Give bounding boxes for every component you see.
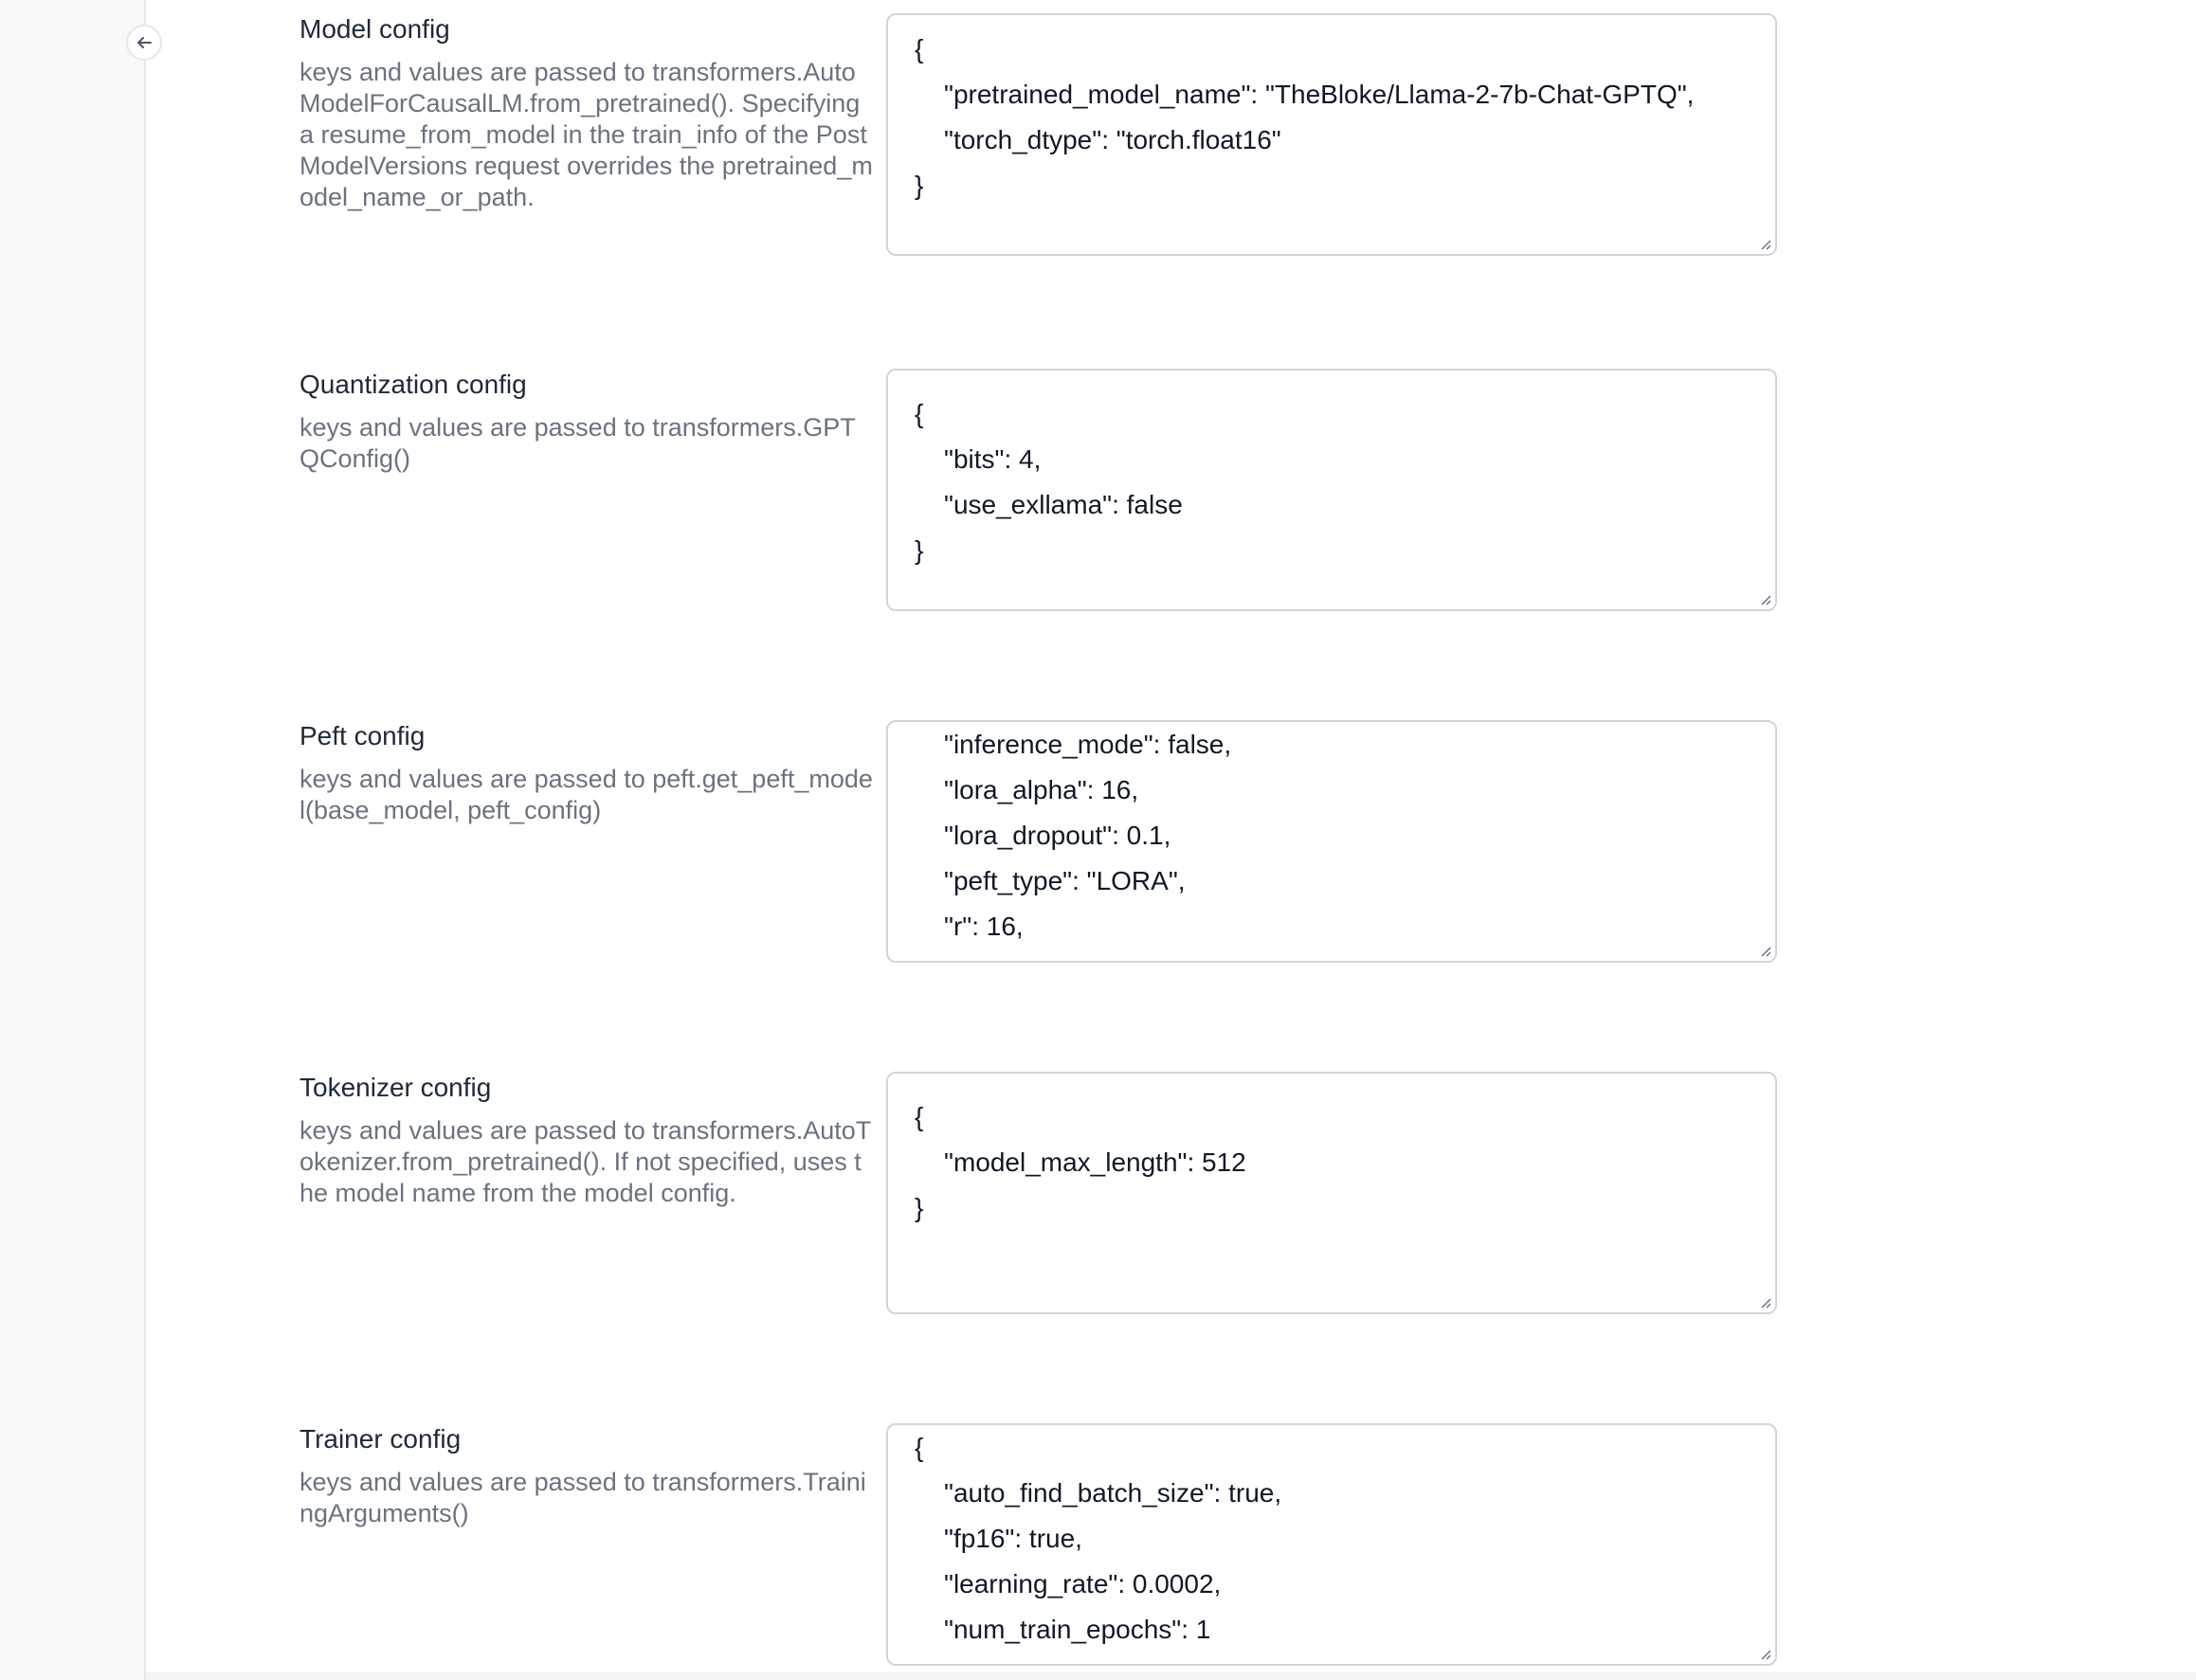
code-line: "pretrained_model_name": "TheBloke/Llama-2-7b-Chat-GPTQ", — [944, 80, 1695, 109]
code-line: "fp16": true, — [944, 1524, 1082, 1553]
trainer-config-label — [299, 1423, 873, 1529]
resize-handle-icon[interactable] — [1758, 944, 1771, 957]
collapse-sidebar-button[interactable] — [126, 25, 162, 61]
section-description: keys and values are passed to transformers.TrainingArguments() — [299, 1468, 866, 1527]
arrow-left-icon — [136, 36, 153, 49]
code-content — [888, 15, 1775, 208]
code-line: "lora_dropout": 0.1, — [944, 821, 1171, 850]
quantization-config-editor[interactable] — [886, 369, 1777, 611]
model-config-editor[interactable] — [886, 13, 1777, 256]
code-line: { — [915, 34, 924, 63]
code-line: } — [915, 171, 924, 200]
code-content — [888, 370, 1775, 573]
quantization-config-label — [299, 369, 873, 475]
code-content — [888, 722, 1775, 949]
code-content — [888, 1425, 1775, 1653]
resize-handle-icon[interactable] — [1758, 1295, 1771, 1309]
section-title: Quantization config — [299, 370, 527, 399]
section-title: Tokenizer config — [299, 1073, 492, 1102]
code-line: "bits": 4, — [944, 444, 1042, 474]
code-line: "torch_dtype": "torch.float16" — [944, 125, 1281, 154]
peft-config-section — [0, 720, 2196, 966]
code-content — [888, 1074, 1775, 1231]
code-line: { — [915, 1102, 924, 1131]
quantization-config-section — [0, 369, 2196, 615]
section-title: Trainer config — [299, 1424, 462, 1454]
section-description: keys and values are passed to transformers.AutoTokenizer.from_pretrained(). If not specified, uses the model name from the model config. — [299, 1116, 872, 1207]
code-line: "learning_rate": 0.0002, — [944, 1569, 1222, 1599]
section-description: keys and values are passed to transformers.AutoModelForCausalLM.from_pretrained(). Specifying a resume_from_model in the train_info of the PostModelVersions request overrides the pretrained_model_name_or_path. — [299, 58, 873, 211]
peft-config-editor[interactable] — [886, 720, 1777, 963]
resize-handle-icon[interactable] — [1758, 592, 1771, 605]
section-title: Peft config — [299, 721, 426, 750]
resize-handle-icon[interactable] — [1758, 237, 1771, 250]
code-line: "lora_alpha": 16, — [944, 775, 1139, 804]
tokenizer-config-section — [0, 1072, 2196, 1318]
tokenizer-config-label — [299, 1072, 873, 1209]
code-line: "model_max_length": 512 — [944, 1147, 1246, 1177]
code-line: "num_train_epochs": 1 — [944, 1615, 1211, 1644]
code-line: "r": 16, — [944, 912, 1024, 941]
code-line: { — [915, 399, 924, 428]
trainer-config-editor[interactable] — [886, 1423, 1777, 1666]
model-config-label — [299, 13, 873, 213]
trainer-config-section — [0, 1423, 2196, 1670]
code-line: "peft_type": "LORA", — [944, 866, 1186, 895]
section-description: keys and values are passed to peft.get_peft_model(base_model, peft_config) — [299, 765, 873, 824]
model-config-section — [0, 13, 2196, 260]
peft-config-label — [299, 720, 873, 826]
bottom-bar — [146, 1672, 2196, 1680]
code-line: "use_exllama": false — [944, 490, 1183, 519]
code-line: "auto_find_batch_size": true, — [944, 1478, 1282, 1508]
section-title: Model config — [299, 14, 450, 44]
section-description: keys and values are passed to transformers.GPTQConfig() — [299, 413, 856, 473]
code-line: "inference_mode": false, — [944, 730, 1232, 759]
code-line: } — [915, 535, 924, 565]
code-line: { — [915, 1433, 924, 1462]
code-line: } — [915, 1193, 924, 1222]
tokenizer-config-editor[interactable] — [886, 1072, 1777, 1314]
resize-handle-icon[interactable] — [1758, 1647, 1771, 1660]
